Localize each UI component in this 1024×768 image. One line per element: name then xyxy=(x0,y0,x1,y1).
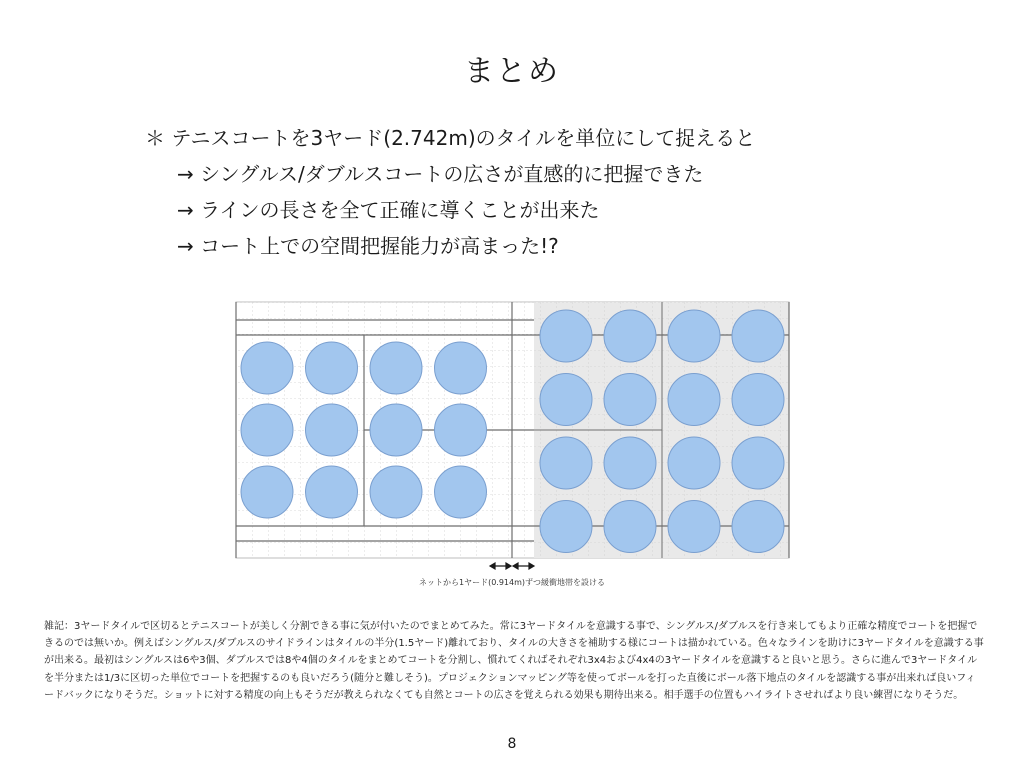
tile-circle-left xyxy=(370,342,422,394)
tile-circle-right xyxy=(540,437,592,489)
tile-circle-right xyxy=(604,374,656,426)
tile-circle-right xyxy=(732,501,784,553)
tile-circle-left xyxy=(306,466,358,518)
slide-title: まとめ xyxy=(464,54,560,89)
summary-point-court-size: → シングルス/ダブルスコートの広さが直感的に把握できた xyxy=(177,162,704,186)
tile-circle-right xyxy=(732,437,784,489)
tile-circle-right xyxy=(604,501,656,553)
tile-circle-left xyxy=(241,466,293,518)
page-number: 8 xyxy=(507,736,517,752)
summary-point-spatial: → コート上での空間把握能力が高まった!? xyxy=(177,234,559,258)
tile-circle-left xyxy=(306,404,358,456)
tile-circle-left xyxy=(435,404,487,456)
tile-circle-right xyxy=(540,374,592,426)
tile-circle-right xyxy=(668,310,720,362)
tile-circle-left xyxy=(306,342,358,394)
notes-paragraph: 雑記：3ヤードタイルで区切るとテニスコートが美しく分割できる事に気が付いたのでまとめてみた。常に3ヤードタイルを意識する事で、シングルス/ダブルスを行き来してもより正確な精度でコートを把握できるのでは無いか。例えばシングルス/ダブルスのサイドラインはタイルの半分(1.5ヤード)離れており、タイルの大きさを補助する様にコートは描かれている。色々なラインを助けに3ヤードタイルを意識する事が出来る。最初はシングルスは6や3個、ダブルスでは8や4個のタイルをまとめてコートを分割し、慣れてくればそれぞれ3x4および4x4の3ヤードタイルを意識すると良いと思う。さらに進んで3ヤードタイルを半分または1/3に区切った単位でコートを把握するのも良いだろう(随分と難しそう)。プロジェクションマッピング等を使ってボールを打った直後にボール落下地点のタイルを認識する事が出来れば良いフィードバックになりそうだ。ショットに対する精度の向上もそうだが教えられなくても自然とコートの広さを覚えられる効果も期待出来る。相手選手の位置もハイライトさせればより良い練習になりそうだ。 xyxy=(44,621,984,701)
tile-circle-right xyxy=(732,310,784,362)
tile-circle-right xyxy=(668,437,720,489)
tile-circle-left xyxy=(435,466,487,518)
tile-circle-left xyxy=(370,404,422,456)
tile-circle-right xyxy=(732,374,784,426)
tile-circle-left xyxy=(241,342,293,394)
tile-circle-left xyxy=(241,404,293,456)
buffer-zone-arrows xyxy=(490,563,534,569)
tile-circle-right xyxy=(604,437,656,489)
summary-main-point: ＊ テニスコートを3ヤード(2.742m)のタイルを単位にして捉えると xyxy=(145,126,756,150)
tile-circle-right xyxy=(540,310,592,362)
summary-point-line-length: → ラインの長さを全て正確に導くことが出来た xyxy=(177,198,600,222)
tile-circle-right xyxy=(668,501,720,553)
tile-circle-left xyxy=(370,466,422,518)
buffer-zone-caption: ネットから1ヤード(0.914m)ずつ緩衝地帯を設ける xyxy=(418,578,606,587)
tile-circle-left xyxy=(435,342,487,394)
tile-circle-right xyxy=(604,310,656,362)
tile-circle-right xyxy=(668,374,720,426)
tile-circle-right xyxy=(540,501,592,553)
